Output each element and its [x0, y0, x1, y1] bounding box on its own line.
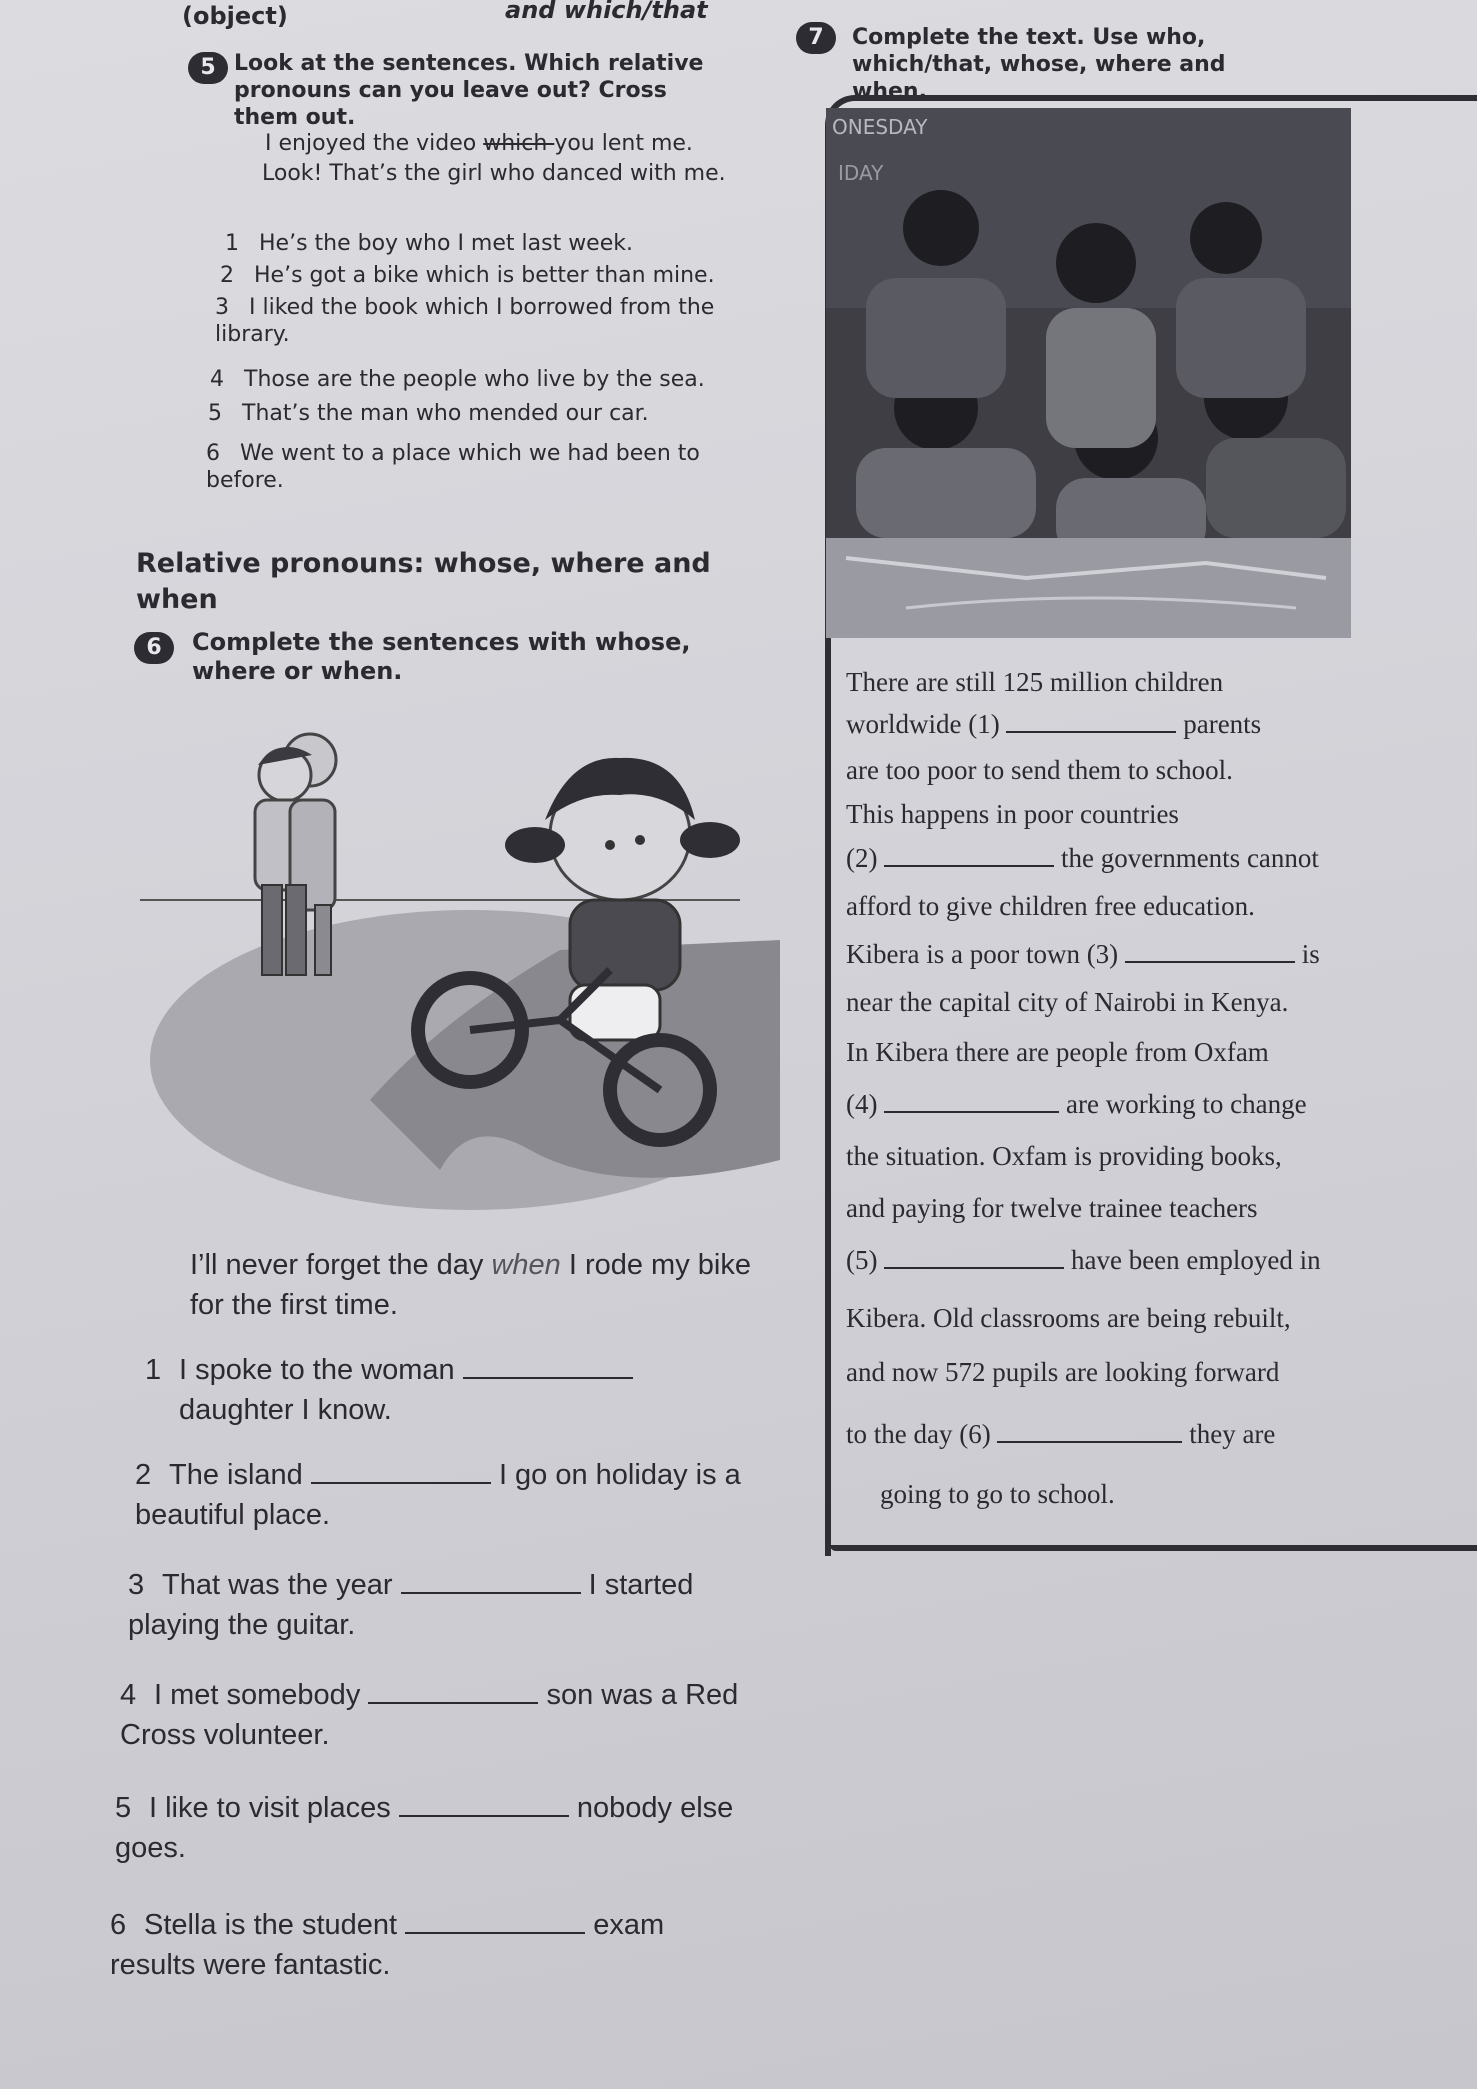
- ex7-line: and now 572 pupils are looking forward: [846, 1357, 1280, 1387]
- ex7-instruction: Complete the text. Use who, which/that, whose, where and when.: [852, 25, 1226, 104]
- ex7-line: to the day (6) they are: [846, 1419, 1276, 1449]
- ex6-item: 6 Stella is the student exam results were fantastic.: [110, 1909, 665, 1981]
- ex7-line: are too poor to send them to school.: [846, 755, 1233, 785]
- ex6-number-badge: 6: [134, 632, 174, 664]
- ex7-line: In Kibera there are people from Oxfam: [846, 1037, 1269, 1067]
- header-which-that-label: and which/that: [505, 0, 708, 24]
- answer-blank[interactable]: [884, 1245, 1064, 1269]
- section-title: Relative pronouns: whose, where and when: [136, 548, 711, 615]
- ex7-line: and paying for twelve trainee teachers: [846, 1193, 1258, 1223]
- ex6-item: 1 I spoke to the woman daughter I know.: [145, 1350, 785, 1430]
- blackboard-text: ONESDAY: [832, 115, 928, 139]
- ex5-example-1: [265, 130, 693, 157]
- ex7-line: (5) have been employed in: [846, 1245, 1321, 1275]
- ex5-item: 5 That’s the man who mended our car.: [208, 401, 649, 426]
- header-object-label: (object): [182, 2, 288, 30]
- ex7-line: going to go to school.: [880, 1479, 1115, 1509]
- ex7-line: There are still 125 million children: [846, 667, 1224, 697]
- ex6-item: 4 I met somebody son was a Red Cross volunteer.: [120, 1679, 739, 1751]
- answer-blank[interactable]: [311, 1460, 491, 1484]
- two-boys-figure: [255, 734, 336, 975]
- ex7-line: Kibera. Old classrooms are being rebuilt,: [846, 1303, 1291, 1333]
- ex7-line: worldwide (1) parents: [846, 709, 1262, 739]
- ex7-line: the situation. Oxfam is providing books,: [846, 1141, 1282, 1171]
- ex5-number-badge: 5: [188, 52, 228, 84]
- ex6-example: I’ll never forget the day when I rode my bike for the first time.: [190, 1249, 751, 1321]
- ex6-item: 5 I like to visit places nobody else goes.: [115, 1792, 734, 1864]
- blackboard-text: IDAY: [838, 161, 884, 185]
- panel-bottom-rule: [830, 1545, 1477, 1551]
- answer-blank[interactable]: [399, 1793, 569, 1817]
- ex5-example-2: Look! That’s the girl who danced with me.: [262, 161, 726, 186]
- ex6-instruction: Complete the sentences with whose, where or when.: [192, 628, 691, 685]
- ex5-example-1-before: I enjoyed the video: [265, 131, 484, 156]
- ex7-line: (2) the governments cannot: [846, 843, 1319, 873]
- ex7-line: Kibera is a poor town (3) is: [846, 939, 1320, 969]
- ex5-item: 1 He’s the boy who I met last week.: [225, 231, 633, 256]
- ex5-item: 4 Those are the people who live by the sea.: [210, 367, 705, 392]
- ex7-line: (4) are working to change: [846, 1089, 1307, 1119]
- ex7-line: afford to give children free education.: [846, 891, 1255, 921]
- ex7-line: This happens in poor countries: [846, 799, 1179, 829]
- answer-blank[interactable]: [401, 1570, 581, 1594]
- ex7-line: near the capital city of Nairobi in Kenya.: [846, 987, 1289, 1017]
- ex6-item: 2 The island I go on holiday is a beautiful place.: [135, 1459, 741, 1531]
- ex5-item: 6 We went to a place which we had been to before.: [206, 441, 700, 493]
- ex5-example-1-after: you lent me.: [554, 131, 693, 156]
- ex5-item: 3 I liked the book which I borrowed from the library.: [215, 295, 715, 347]
- ex5-example-1-struck: which: [483, 131, 555, 156]
- answer-blank[interactable]: [884, 1089, 1059, 1113]
- answer-blank[interactable]: [884, 843, 1054, 867]
- ex5-instruction: Look at the sentences. Which relative pronouns can you leave out? Cross them out.: [234, 51, 704, 130]
- children-photo: [826, 108, 1351, 638]
- children-photo-graphic: [826, 108, 1351, 638]
- answer-blank[interactable]: [1006, 709, 1176, 733]
- answer-blank[interactable]: [463, 1355, 633, 1379]
- answer-blank[interactable]: [1125, 939, 1295, 963]
- answer-blank[interactable]: [405, 1910, 585, 1934]
- ex5-item: 2 He’s got a bike which is better than mine.: [220, 263, 715, 288]
- cartoon-illustration: [140, 720, 780, 1210]
- answer-blank[interactable]: [997, 1419, 1182, 1443]
- ex6-item: 3 That was the year I started playing the guitar.: [128, 1569, 694, 1641]
- ex6-example-answer: when: [491, 1249, 561, 1281]
- answer-blank[interactable]: [368, 1680, 538, 1704]
- ex7-number-badge: 7: [796, 22, 836, 54]
